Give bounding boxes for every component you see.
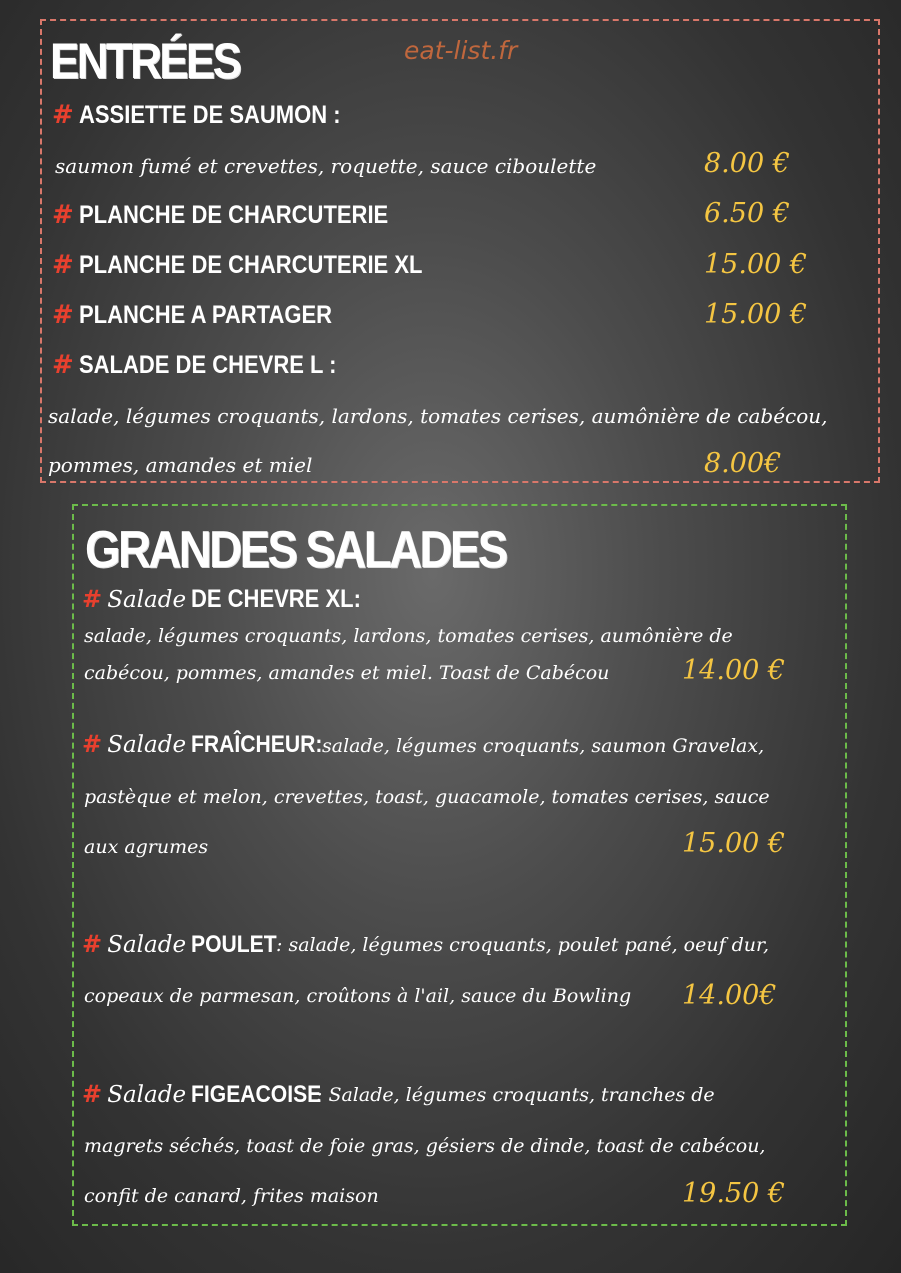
item-name: PLANCHE DE CHARCUTERIE <box>78 201 389 229</box>
menu-item-planche-charcuterie <box>52 200 430 230</box>
hash-icon: # <box>52 100 74 130</box>
item-description: saumon fumé et crevettes, roquette, sauce ciboulette <box>55 154 597 178</box>
item-description: salade, légumes croquants, saumon Gravelax, <box>322 735 765 757</box>
item-name: FRAÎCHEUR: <box>191 731 323 758</box>
item-name: POULET <box>191 931 277 958</box>
item-name: PLANCHE DE CHARCUTERIE XL <box>78 251 423 279</box>
salade-word: Salade <box>107 587 187 613</box>
item-name: DE CHEVRE XL: <box>191 585 362 613</box>
item-description: salade, légumes croquants, lardons, tomates cerises, aumônière de cabécou, <box>48 404 828 428</box>
item-price: 15.00 € <box>704 249 808 280</box>
item-price: 15.00 € <box>704 299 808 330</box>
menu-item-planche-partager <box>52 300 366 330</box>
item-price: 8.00€ <box>704 448 782 479</box>
hash-icon: # <box>52 300 74 330</box>
watermark: eat-list.fr <box>404 36 518 65</box>
hash-icon: # <box>82 730 103 758</box>
item-price: 14.00 € <box>682 655 786 686</box>
item-description: : salade, légumes croquants, poulet pané, oeuf dur, <box>276 934 770 956</box>
item-name: SALADE DE CHEVRE L : <box>78 351 337 379</box>
salade-word: Salade <box>107 732 187 758</box>
item-description: confit de canard, frites maison <box>84 1185 379 1207</box>
entrees-title: ENTRÉES <box>50 33 240 89</box>
menu-item-planche-charcuterie-xl <box>52 250 469 280</box>
item-description: salade, légumes croquants, lardons, tomates cerises, aumônière de <box>84 625 733 647</box>
item-name: PLANCHE A PARTAGER <box>78 301 332 329</box>
item-price: 19.50 € <box>682 1178 786 1209</box>
menu-item-salade-chevre-xl <box>82 585 384 614</box>
item-name: FIGEACOISE <box>191 1081 322 1108</box>
item-price: 14.00€ <box>682 980 777 1011</box>
hash-icon: # <box>52 350 74 380</box>
menu-item-assiette-saumon <box>52 100 376 130</box>
menu-item-salade-figeacoise <box>82 1080 339 1109</box>
item-description: aux agrumes <box>84 836 209 858</box>
item-price: 6.50 € <box>704 198 790 229</box>
item-description: pommes, amandes et miel <box>48 453 313 477</box>
hash-icon: # <box>82 585 103 613</box>
salade-word: Salade <box>107 932 187 958</box>
menu-item-salade-fraicheur <box>82 730 341 759</box>
hash-icon: # <box>82 1080 103 1108</box>
menu-item-salade-chevre-l <box>52 350 372 380</box>
item-description: : Salade, légumes croquants, tranches de <box>316 1084 715 1106</box>
hash-icon: # <box>52 200 74 230</box>
item-description: cabécou, pommes, amandes et miel. Toast de Cabécou <box>84 662 610 684</box>
salades-title: GRANDES SALADES <box>85 521 506 579</box>
menu-item-salade-poulet <box>82 930 289 959</box>
item-price: 15.00 € <box>682 828 786 859</box>
item-description: copeaux de parmesan, croûtons à l'ail, sauce du Bowling <box>84 985 632 1007</box>
item-name: ASSIETTE DE SAUMON : <box>78 101 341 129</box>
item-description: magrets séchés, toast de foie gras, gésiers de dinde, toast de cabécou, <box>84 1135 766 1157</box>
hash-icon: # <box>82 930 103 958</box>
item-description: pastèque et melon, crevettes, toast, guacamole, tomates cerises, sauce <box>84 786 770 808</box>
salade-word: Salade <box>107 1082 187 1108</box>
hash-icon: # <box>52 250 74 280</box>
item-price: 8.00 € <box>704 148 790 179</box>
